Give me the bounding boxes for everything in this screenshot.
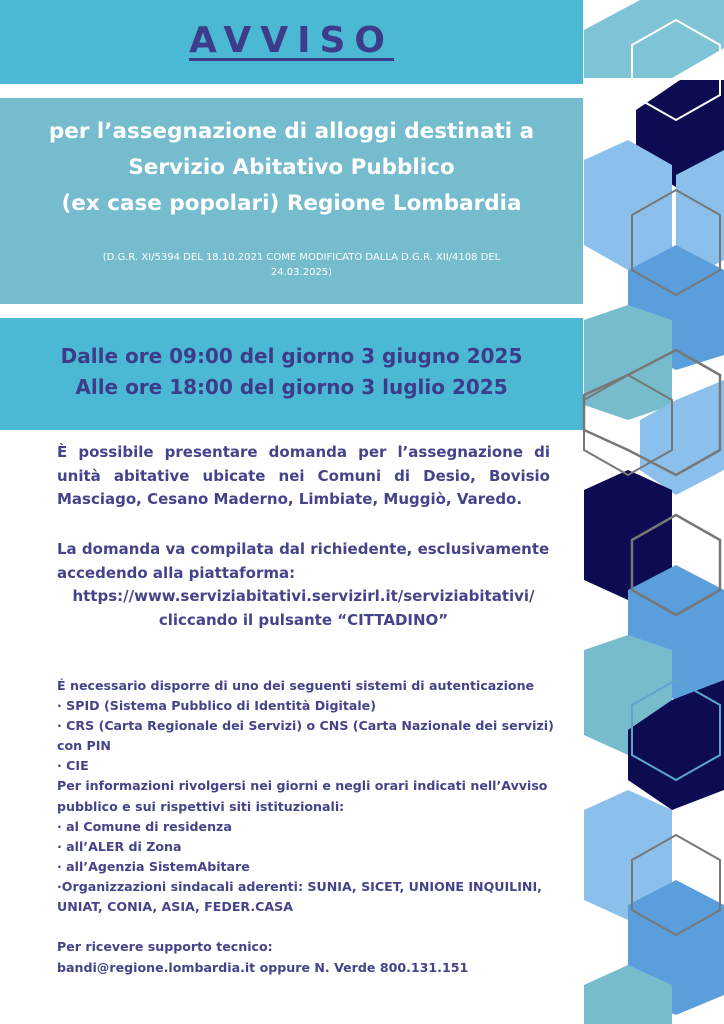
law-reference-line-2: 24.03.2025)	[270, 267, 333, 278]
application-instructions: La domanda va compilata dal richiedente, esclusivamente accedendo alla piattaforma:	[57, 540, 550, 582]
application-paragraph	[57, 538, 550, 632]
intro-text: È possibile presentare domanda per l’assegnazione di unità abitative ubicate nei Comuni di Desio, Bovisio Masciago, Cesano Maderno, Limbiate, Muggiò, Varedo.	[57, 443, 550, 508]
info-heading: Per informazioni rivolgersi nei giorni e negli orari indicati nell’Avviso pubblico e sui rispettivi siti istituzionali:	[57, 778, 548, 814]
support-heading: Per ricevere supporto tecnico:	[57, 939, 273, 954]
subject-line-1: per l’assegnazione di alloggi destinati a	[48, 119, 535, 144]
auth-heading: É necessario disporre di uno dei seguenti sistemi di autenticazione	[57, 678, 535, 693]
cittadino-button-hint: cliccando il pulsante “CITTADINO”	[158, 610, 449, 629]
info-item-comune: · al Comune di residenza	[57, 818, 232, 834]
start-date: Dalle ore 09:00 del giorno 3 giugno 2025	[60, 344, 523, 368]
platform-link[interactable]: https://www.serviziabitativi.servizirl.it/serviziabitativi/	[72, 587, 535, 605]
law-reference	[60, 250, 543, 280]
subject-line-2: Servizio Abitativo Pubblico	[128, 155, 455, 180]
auth-item-crs-cns: · CRS (Carta Regionale dei Servizi) o CNS (Carta Nazionale dei servizi) con PIN	[57, 718, 554, 754]
hexagon-decoration-fills	[584, 0, 724, 1024]
support-contact[interactable]: bandi@regione.lombardia.it oppure N. Verde 800.131.151	[57, 960, 469, 975]
info-item-agenzia: · all’Agenzia SistemAbitare	[57, 858, 250, 874]
auth-item-cie: · CIE	[57, 758, 89, 774]
subject-line-3: (ex case popolari) Regione Lombardia	[61, 191, 522, 216]
subject-heading	[20, 114, 563, 222]
requirements-section	[57, 676, 557, 917]
info-item-sindacati: ·Organizzazioni sindacali aderenti: SUNIA, SICET, UNIONE INQUILINI, UNIAT, CONIA, ASIA, FEDER.CASA	[57, 878, 542, 915]
end-date: Alle ore 18:00 del giorno 3 luglio 2025	[75, 375, 508, 399]
info-item-aler: · all’ALER di Zona	[57, 838, 182, 854]
page-title: AVVISO	[188, 20, 395, 61]
law-reference-line-1: (D.G.R. XI/5394 DEL 18.10.2021 COME MODIFICATO DALLA D.G.R. XII/4108 DEL	[102, 252, 501, 263]
intro-paragraph	[57, 441, 550, 512]
hexagon-pattern	[580, 0, 724, 1024]
date-range	[10, 341, 573, 403]
auth-item-spid: · SPID (Sistema Pubblico di Identità Digitale)	[57, 698, 376, 714]
support-section	[57, 936, 557, 978]
